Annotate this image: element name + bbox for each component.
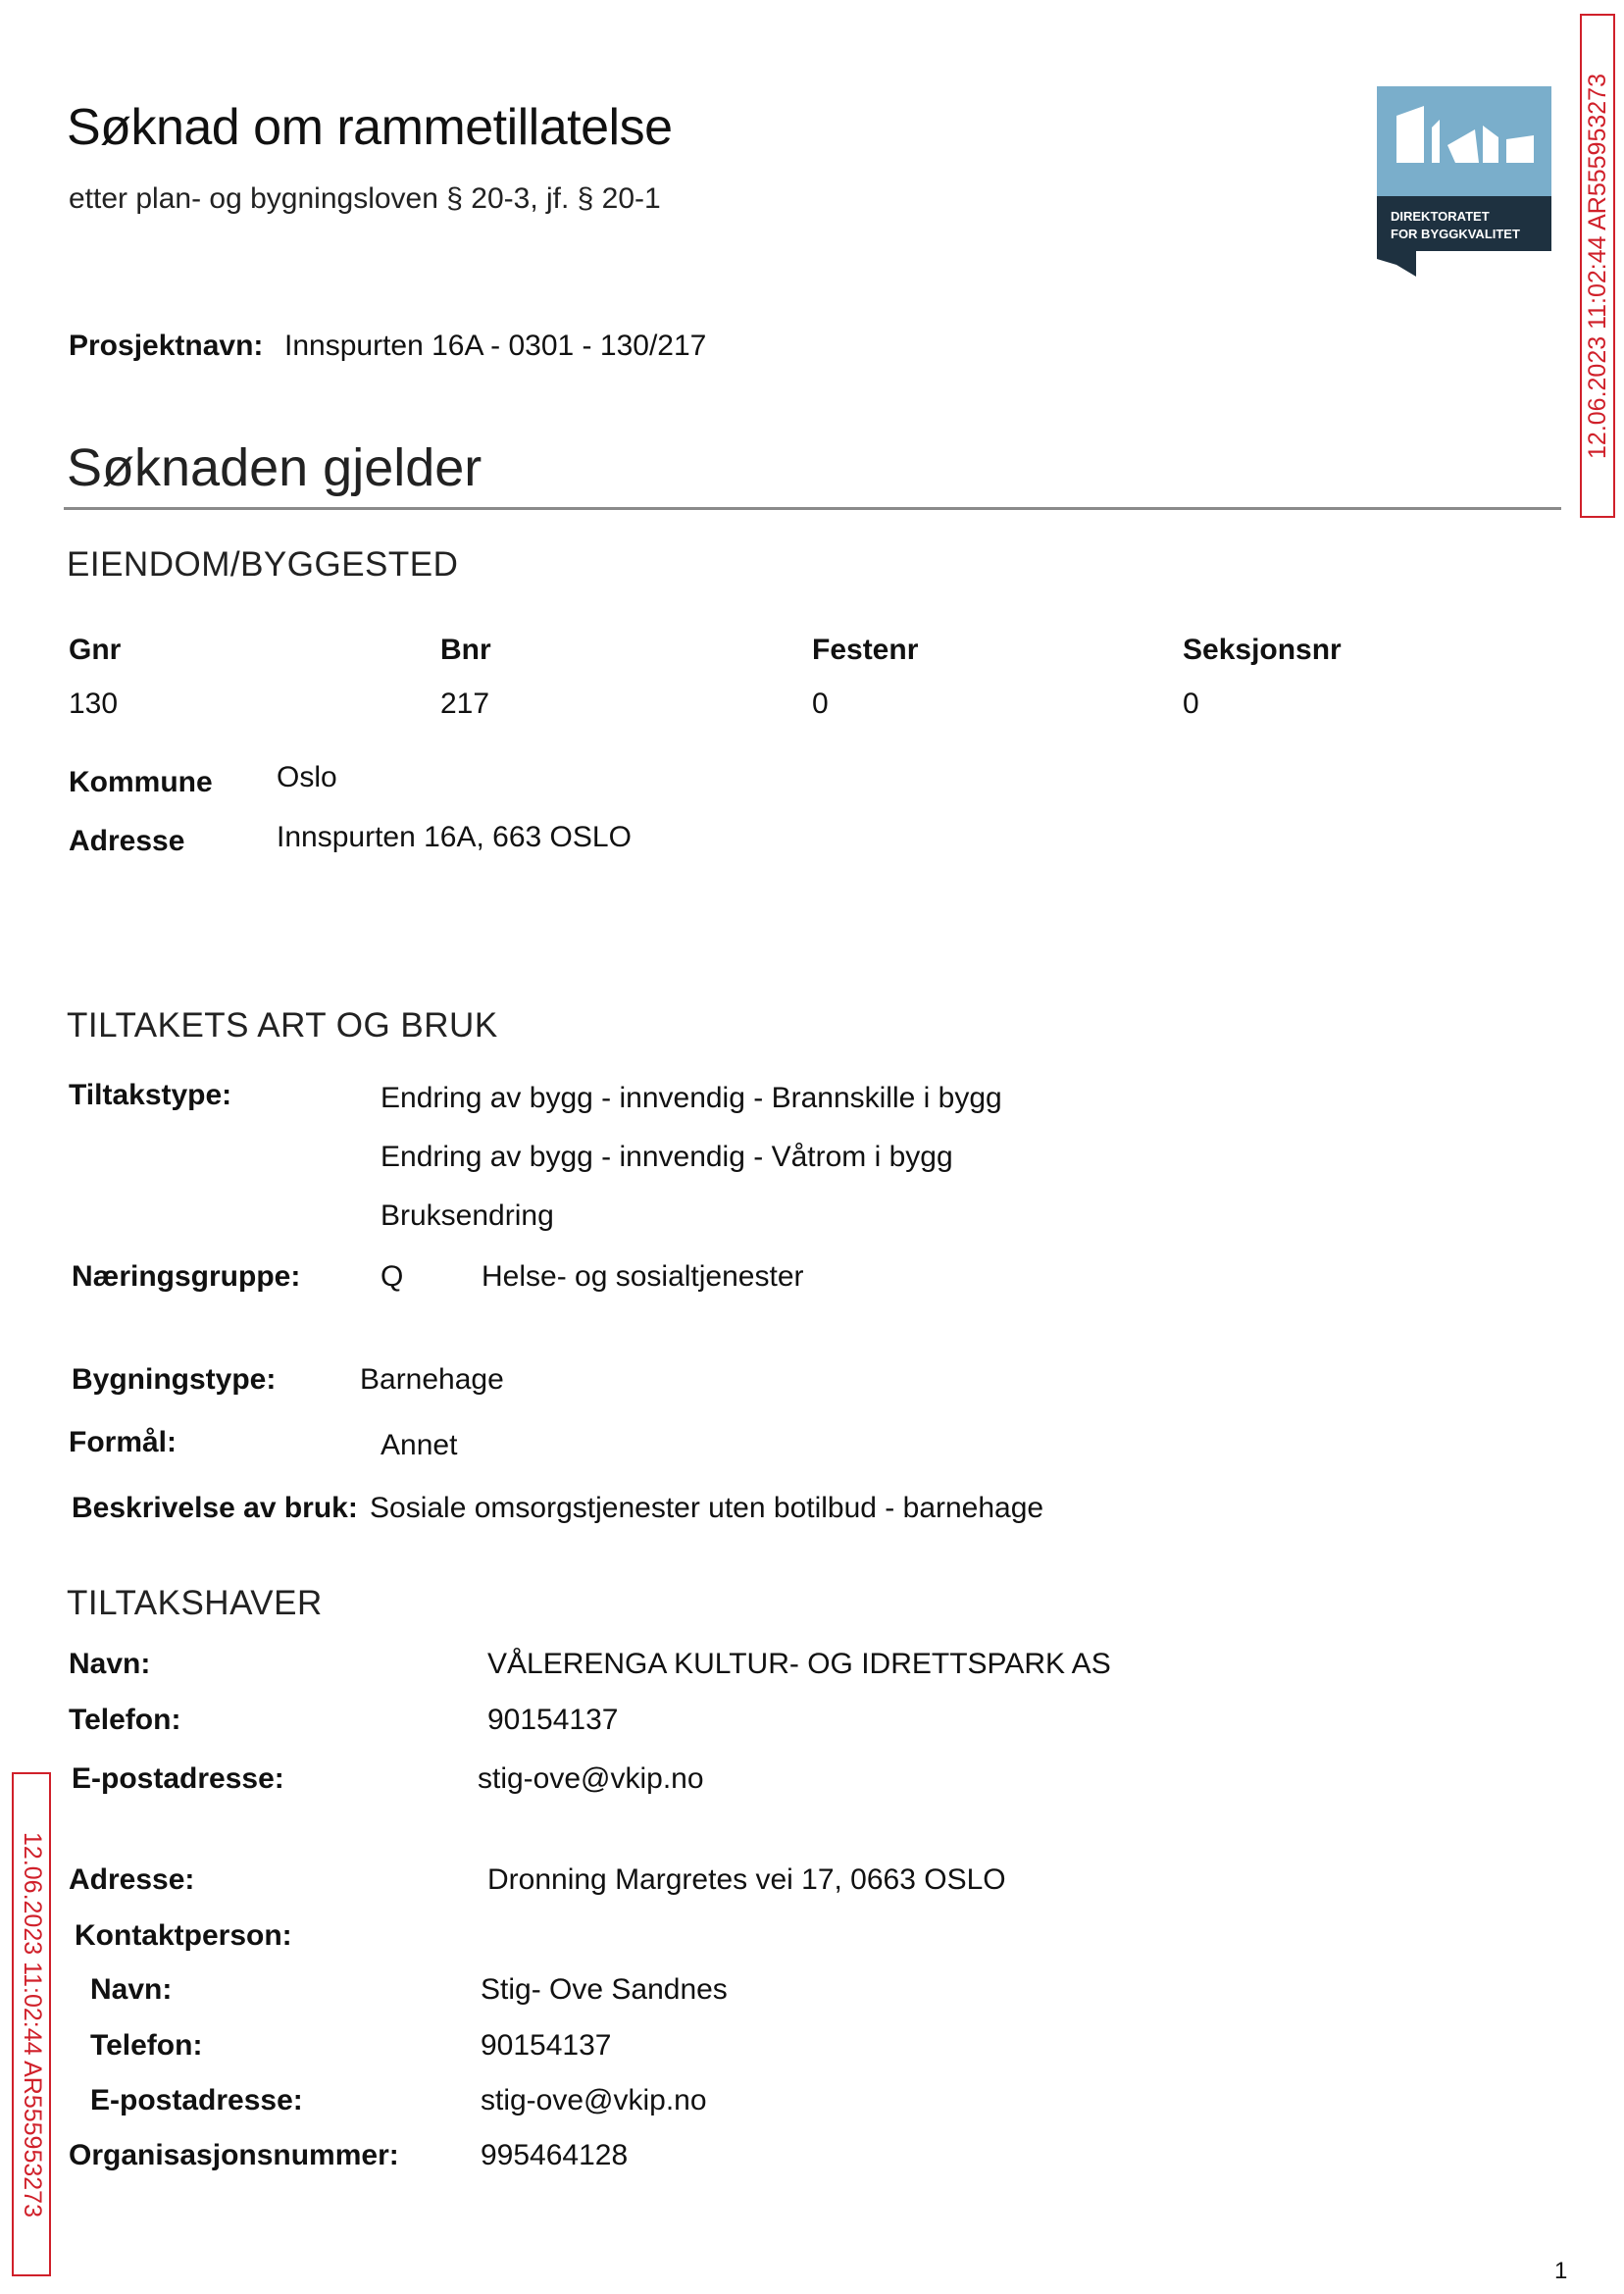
formaal-label: Formål: bbox=[69, 1426, 178, 1458]
gnr-label: Gnr bbox=[69, 634, 122, 666]
kontakt-navn-label: Navn: bbox=[90, 1973, 173, 2006]
bygningstype-value: Barnehage bbox=[360, 1363, 504, 1396]
project-name-label: Prosjektnavn: bbox=[69, 330, 264, 362]
document-title: Søknad om rammetillatelse bbox=[67, 99, 673, 156]
seksjonsnr-label: Seksjonsnr bbox=[1183, 634, 1342, 666]
logo-line1: DIREKTORATET bbox=[1391, 209, 1490, 224]
adresse-label: Adresse bbox=[69, 825, 185, 857]
adresse-value: Innspurten 16A, 663 OSLO bbox=[277, 821, 632, 853]
section-title: Søknaden gjelder bbox=[67, 438, 482, 497]
kontaktperson-label: Kontaktperson: bbox=[75, 1919, 292, 1952]
document-subtitle: etter plan- og bygningsloven § 20-3, jf. § 20-1 bbox=[69, 182, 661, 215]
festenr-label: Festenr bbox=[812, 634, 919, 666]
dibk-logo-graphic bbox=[1377, 86, 1551, 277]
property-heading: EIENDOM/BYGGESTED bbox=[67, 545, 459, 584]
telefon-value: 90154137 bbox=[487, 1704, 619, 1736]
project-name-value: Innspurten 16A - 0301 - 130/217 bbox=[284, 330, 707, 362]
stamp-text-right: 12.06.2023 11:02:44 AR555953273 bbox=[1583, 73, 1611, 459]
tiltakshaver-heading: TILTAKSHAVER bbox=[67, 1584, 323, 1622]
adresse-value-owner: Dronning Margretes vei 17, 0663 OSLO bbox=[487, 1863, 1006, 1896]
beskrivelse-value: Sosiale omsorgstjenester uten botilbud - barnehage bbox=[370, 1492, 1044, 1524]
beskrivelse-label: Beskrivelse av bruk: bbox=[72, 1492, 358, 1524]
bnr-value: 217 bbox=[440, 688, 490, 720]
epost-label: E-postadresse: bbox=[72, 1762, 284, 1795]
tiltakstype-value-3: Bruksendring bbox=[381, 1199, 554, 1232]
dibk-logo bbox=[1377, 86, 1551, 277]
kontakt-telefon-value: 90154137 bbox=[481, 2029, 612, 2062]
bygningstype-label: Bygningstype: bbox=[72, 1363, 277, 1396]
tiltakstype-value-1: Endring av bygg - innvendig - Brannskille i bygg bbox=[381, 1082, 1002, 1114]
festenr-value: 0 bbox=[812, 688, 829, 720]
kontakt-navn-value: Stig- Ove Sandnes bbox=[481, 1973, 728, 2006]
telefon-label: Telefon: bbox=[69, 1704, 181, 1736]
kontakt-epost-value: stig-ove@vkip.no bbox=[481, 2084, 707, 2116]
orgnr-value: 995464128 bbox=[481, 2139, 629, 2171]
date-stamp-left bbox=[12, 1772, 51, 2276]
adresse-label-owner: Adresse: bbox=[69, 1863, 195, 1896]
logo-line2: FOR BYGGKVALITET bbox=[1391, 227, 1520, 241]
kommune-label: Kommune bbox=[69, 766, 213, 798]
navn-label: Navn: bbox=[69, 1648, 151, 1680]
kommune-value: Oslo bbox=[277, 761, 337, 793]
tiltakstype-value-2: Endring av bygg - innvendig - Våtrom i bygg bbox=[381, 1141, 953, 1173]
naeringsgruppe-value: Helse- og sosialtjenester bbox=[482, 1260, 804, 1293]
orgnr-label: Organisasjonsnummer: bbox=[69, 2139, 399, 2171]
page-number: 1 bbox=[1554, 2258, 1568, 2284]
naeringsgruppe-code: Q bbox=[381, 1260, 404, 1293]
navn-value: VÅLERENGA KULTUR- OG IDRETTSPARK AS bbox=[487, 1648, 1111, 1680]
gnr-value: 130 bbox=[69, 688, 119, 720]
stamp-text-left: 12.06.2023 11:02:44 AR555953273 bbox=[18, 1831, 46, 2218]
tiltak-heading: TILTAKETS ART OG BRUK bbox=[67, 1006, 498, 1045]
kontakt-epost-label: E-postadresse: bbox=[90, 2084, 303, 2116]
tiltakstype-label: Tiltakstype: bbox=[69, 1079, 232, 1111]
bnr-label: Bnr bbox=[440, 634, 491, 666]
kontakt-telefon-label: Telefon: bbox=[90, 2029, 203, 2062]
epost-value: stig-ove@vkip.no bbox=[478, 1762, 704, 1795]
section-divider bbox=[64, 507, 1561, 510]
seksjonsnr-value: 0 bbox=[1183, 688, 1199, 720]
formaal-value: Annet bbox=[381, 1429, 458, 1461]
date-stamp-right bbox=[1580, 14, 1615, 518]
naeringsgruppe-label: Næringsgruppe: bbox=[72, 1260, 301, 1293]
